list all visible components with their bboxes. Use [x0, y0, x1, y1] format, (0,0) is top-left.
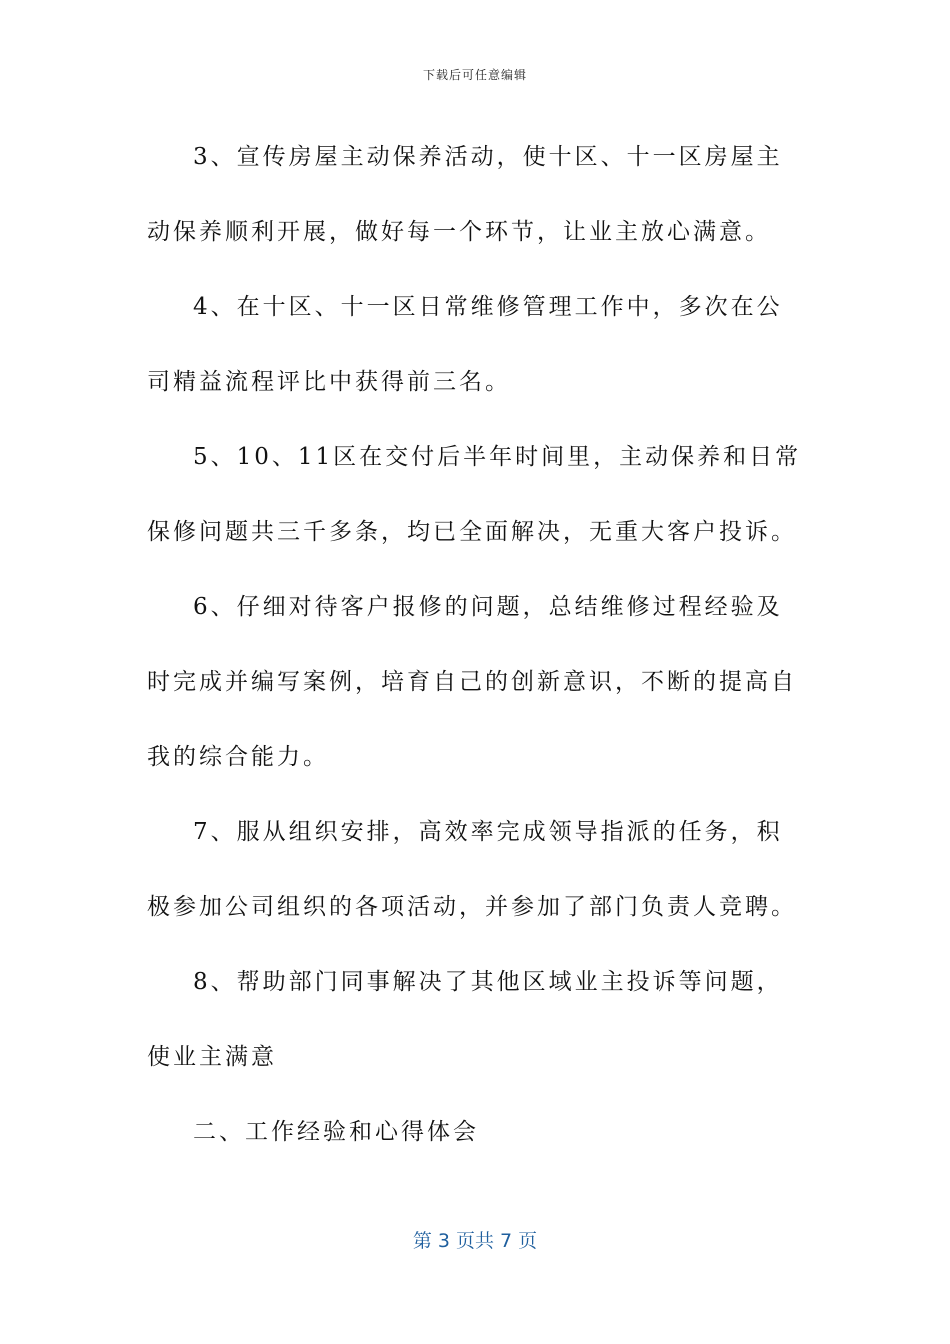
- section-heading: 二、工作经验和心得体会: [193, 1119, 479, 1145]
- document-body: [147, 120, 807, 1170]
- header-note: 下载后可任意编辑: [422, 68, 527, 82]
- paragraph-item-3: 3、宣传房屋主动保养活动，使十区、十一区房屋主动保养顺利开展，做好每一个环节，让业主放心满意。: [147, 144, 783, 245]
- paragraph-item-7: 7、服从组织安排，高效率完成领导指派的任务，积极参加公司组织的各项活动，并参加了部门负责人竞聘。: [147, 819, 797, 920]
- paragraph-item-4: 4、在十区、十一区日常维修管理工作中，多次在公司精益流程评比中获得前三名。: [147, 294, 783, 395]
- paragraph-item-6: 6、仔细对待客户报修的问题，总结维修过程经验及时完成并编写案例，培育自己的创新意识，不断的提高自我的综合能力。: [147, 594, 797, 770]
- paragraph-item-8: 8、帮助部门同事解决了其他区域业主投诉等问题，使业主满意: [147, 969, 783, 1070]
- page-number-footer: 第 3 页共 7 页: [412, 1230, 538, 1252]
- paragraph-item-5: 5、10、11区在交付后半年时间里，主动保养和日常保修问题共三千多条，均已全面解决，无重大客户投诉。: [147, 444, 802, 545]
